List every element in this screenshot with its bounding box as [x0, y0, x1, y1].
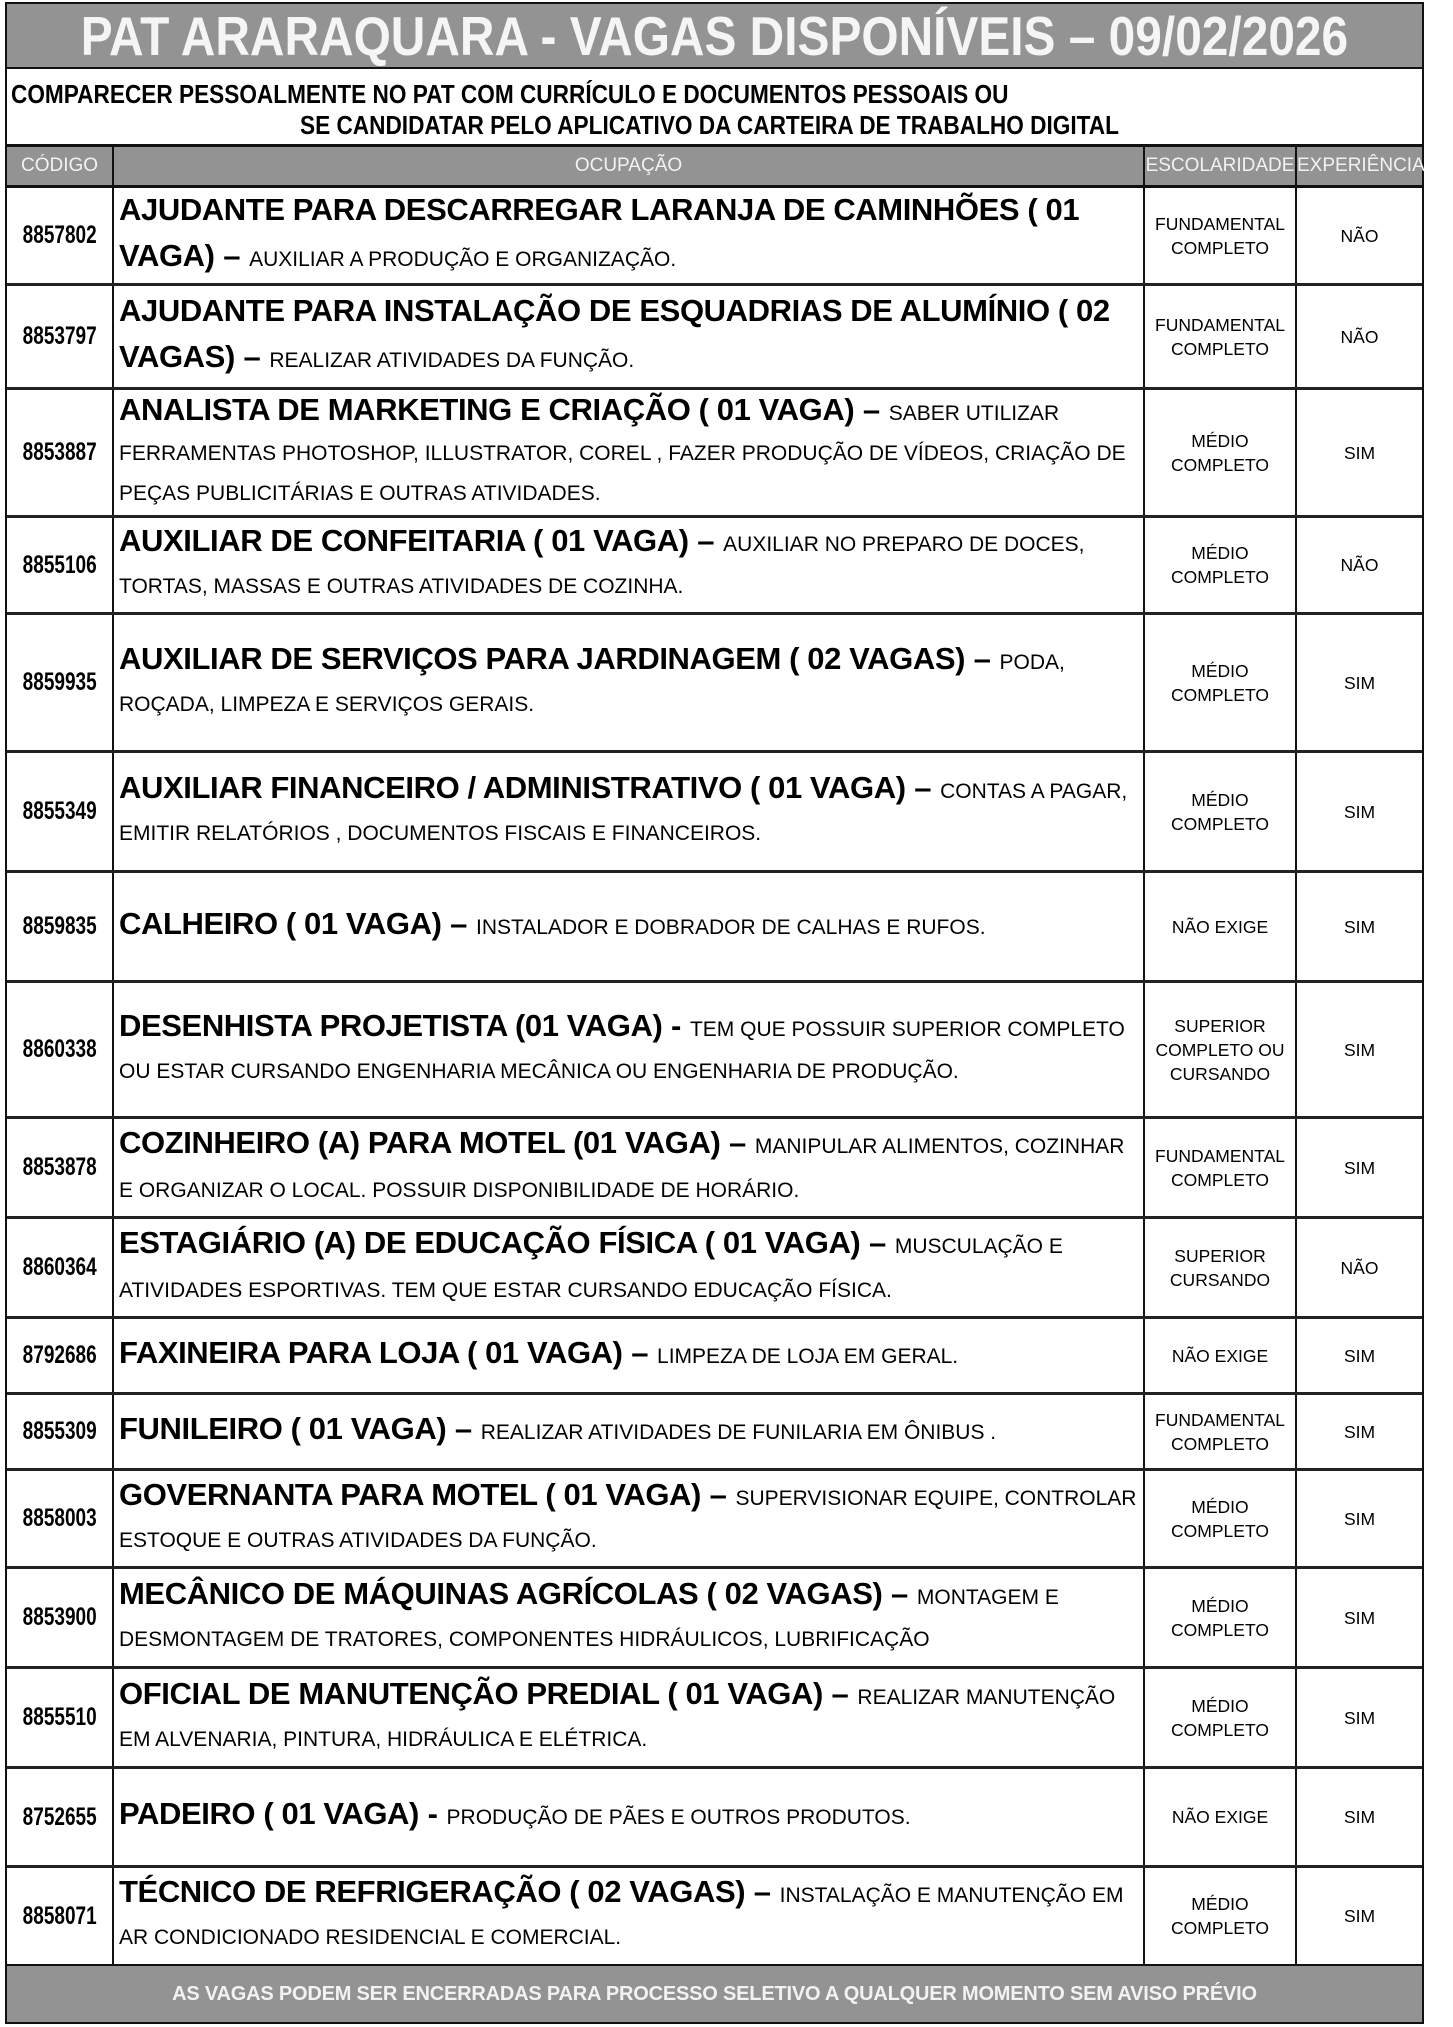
education-cell [1145, 1219, 1297, 1316]
instructions-bar [7, 69, 1422, 147]
column-header-experience: EXPERIÊNCIA [1297, 155, 1425, 176]
experience-cell [1297, 753, 1422, 870]
job-code: 8752655 [22, 1802, 97, 1831]
education-requirement: MÉDIO COMPLETO [1171, 1595, 1269, 1640]
job-code-cell [7, 1395, 114, 1468]
experience-cell [1297, 390, 1422, 515]
job-code: 8853878 [22, 1153, 97, 1181]
occupation-cell [114, 1395, 1145, 1468]
job-code: 8860364 [22, 1253, 97, 1281]
occupation-cell [114, 1769, 1145, 1865]
occupation-description: MUSCULAÇÃO E ATIVIDADES ESPORTIVAS. TEM QUE ESTAR CURSANDO EDUCAÇÃO FÍSICA. [119, 1234, 1063, 1302]
occupation-description: LIMPEZA DE LOJA EM GERAL. [657, 1344, 959, 1368]
job-code: 8859835 [22, 912, 97, 940]
experience-cell [1297, 1569, 1422, 1666]
education-requirement: FUNDAMENTAL COMPLETO [1155, 1145, 1285, 1190]
education-cell [1145, 1569, 1297, 1666]
occupation-separator: – [441, 905, 476, 941]
experience-requirement: SIM [1343, 1607, 1376, 1628]
table-row [7, 390, 1422, 518]
table-row [7, 1219, 1422, 1319]
job-code-cell [7, 1319, 114, 1392]
experience-requirement: NÃO [1340, 555, 1379, 575]
experience-requirement: NÃO [1340, 225, 1379, 246]
occupation-separator: – [688, 523, 724, 558]
occupation-text [119, 291, 1139, 383]
occupation-title: ANALISTA DE MARKETING E CRIAÇÃO ( 01 VAGA) [119, 391, 855, 427]
job-code-cell [7, 1471, 114, 1566]
occupation-cell [114, 1119, 1145, 1216]
occupation-text [119, 1006, 1139, 1094]
experience-requirement: NÃO [1340, 326, 1379, 347]
occupation-text [119, 1122, 1139, 1214]
experience-requirement: SIM [1343, 916, 1376, 937]
experience-cell [1297, 615, 1422, 750]
education-requirement: MÉDIO COMPLETO [1171, 1695, 1269, 1740]
occupation-separator: – [905, 769, 941, 805]
occupation-cell [114, 1669, 1145, 1766]
table-row [7, 518, 1422, 615]
education-requirement: SUPERIOR COMPLETO OU CURSANDO [1155, 1015, 1285, 1084]
education-cell [1145, 1319, 1297, 1392]
occupation-description: PODA, ROÇADA, LIMPEZA E SERVIÇOS GERAIS. [119, 650, 1065, 716]
occupation-title: MECÂNICO DE MÁQUINAS AGRÍCOLAS ( 02 VAGAS) [119, 1575, 883, 1611]
occupation-text [119, 1475, 1139, 1563]
occupation-description: CONTAS A PAGAR, EMITIR RELATÓRIOS , DOCUMENTOS FISCAIS E FINANCEIROS. [119, 779, 1128, 845]
experience-requirement: SIM [1343, 1906, 1376, 1926]
occupation-separator: – [860, 1224, 895, 1260]
job-code: 8853900 [22, 1603, 97, 1631]
occupation-separator: – [965, 640, 1000, 676]
job-code: 8855349 [22, 797, 97, 825]
table-row [7, 188, 1422, 286]
education-cell [1145, 615, 1297, 750]
occupation-cell [114, 873, 1145, 980]
occupation-title: GOVERNANTA PARA MOTEL ( 01 VAGA) [119, 1476, 701, 1512]
job-code-cell [7, 286, 114, 387]
occupation-title: FUNILEIRO ( 01 VAGA) [119, 1410, 447, 1446]
instructions-line-1: COMPARECER PESSOALMENTE NO PAT COM CURRÍCULO E DOCUMENTOS PESSOAIS OU [11, 79, 1009, 109]
job-code-cell [7, 518, 114, 612]
experience-cell [1297, 1319, 1422, 1392]
experience-requirement: SIM [1343, 1807, 1376, 1827]
job-code-cell [7, 390, 114, 515]
column-header-row [7, 147, 1425, 188]
occupation-title: AUXILIAR DE CONFEITARIA ( 01 VAGA) [119, 523, 689, 558]
occupation-text [119, 1794, 911, 1840]
occupation-description: SABER UTILIZAR FERRAMENTAS PHOTOSHOP, ILLUSTRATOR, COREL , FAZER PRODUÇÃO DE VÍDEOS, CRIAÇÃO DE PEÇAS PUBLICITÁRIAS E OUTRAS ATIVIDADES. [119, 401, 1126, 505]
occupation-text [119, 904, 986, 950]
experience-cell [1297, 518, 1422, 612]
title-bar [7, 4, 1422, 69]
table-row [7, 1471, 1422, 1569]
experience-cell [1297, 1395, 1422, 1468]
experience-cell [1297, 188, 1422, 283]
job-code: 8792686 [22, 1341, 97, 1369]
occupation-description: MONTAGEM E DESMONTAGEM DE TRATORES, COMPONENTES HIDRÁULICOS, LUBRIFICAÇÃO [119, 1585, 1059, 1651]
experience-cell [1297, 1119, 1422, 1216]
education-requirement: MÉDIO COMPLETO [1171, 430, 1269, 475]
occupation-cell [114, 188, 1145, 283]
occupation-title: ESTAGIÁRIO (A) DE EDUCAÇÃO FÍSICA ( 01 VAGA) [119, 1224, 861, 1260]
education-cell [1145, 1471, 1297, 1566]
occupation-separator: – [720, 1124, 755, 1160]
education-cell [1145, 1395, 1297, 1468]
occupation-description: INSTALAÇÃO E MANUTENÇÃO EM AR CONDICIONADO RESIDENCIAL E COMERCIAL. [119, 1884, 1124, 1949]
experience-requirement: NÃO [1340, 1257, 1379, 1278]
occupation-description: REALIZAR ATIVIDADES DA FUNÇÃO. [269, 348, 635, 372]
education-cell [1145, 188, 1297, 283]
education-requirement: FUNDAMENTAL COMPLETO [1155, 314, 1285, 359]
occupation-cell [114, 1569, 1145, 1666]
page-title: PAT ARARAQUARA - VAGAS DISPONÍVEIS – 09/02/2026 [80, 4, 1349, 67]
experience-cell [1297, 1769, 1422, 1865]
job-code-cell [7, 1569, 114, 1666]
occupation-title: AUXILIAR FINANCEIRO / ADMINISTRATIVO ( 01 VAGA) [119, 769, 906, 805]
occupation-cell [114, 983, 1145, 1116]
table-row [7, 873, 1422, 983]
experience-requirement: SIM [1343, 1157, 1376, 1178]
table-row [7, 1769, 1422, 1868]
occupation-separator: – [214, 237, 250, 273]
job-code-cell [7, 983, 114, 1116]
experience-requirement: SIM [1343, 1039, 1376, 1060]
job-code-cell [7, 1769, 114, 1865]
occupation-text [119, 391, 1139, 515]
column-header-occupation: OCUPAÇÃO [114, 147, 1145, 185]
occupation-description: AUXILIAR NO PREPARO DE DOCES, TORTAS, MASSAS E OUTRAS ATIVIDADES DE COZINHA. [119, 533, 1085, 598]
job-code: 8853887 [22, 438, 97, 466]
occupation-cell [114, 753, 1145, 870]
occupation-title: AJUDANTE PARA DESCARREGAR LARANJA DE CAMINHÕES ( 01 VAGA) [119, 191, 1080, 273]
experience-requirement: SIM [1343, 672, 1376, 693]
occupation-cell [114, 1219, 1145, 1316]
education-cell [1145, 1119, 1297, 1216]
job-code: 8855510 [22, 1703, 97, 1731]
job-code: 8860338 [22, 1035, 97, 1063]
job-code: 8855106 [22, 550, 97, 579]
occupation-separator: - [662, 1007, 690, 1043]
occupation-description: REALIZAR ATIVIDADES DE FUNILARIA EM ÔNIBUS . [480, 1420, 997, 1444]
education-requirement: MÉDIO COMPLETO [1171, 1894, 1269, 1938]
column-header-education: ESCOLARIDADE [1145, 147, 1297, 185]
table-row [7, 1868, 1422, 1966]
education-cell [1145, 390, 1297, 515]
education-requirement: MÉDIO COMPLETO [1171, 660, 1269, 705]
table-row [7, 1395, 1422, 1471]
job-code: 8857802 [22, 221, 97, 249]
job-code-cell [7, 1119, 114, 1216]
occupation-separator: – [822, 1675, 858, 1711]
footer-bar [7, 1966, 1422, 2022]
occupation-separator: – [700, 1476, 736, 1512]
experience-requirement: SIM [1343, 801, 1376, 822]
job-code: 8853797 [22, 322, 97, 350]
experience-cell [1297, 873, 1422, 980]
job-code-cell [7, 873, 114, 980]
occupation-cell [114, 1471, 1145, 1566]
occupation-text [119, 639, 1139, 727]
education-requirement: NÃO EXIGE [1171, 1807, 1269, 1827]
experience-cell [1297, 983, 1422, 1116]
occupation-separator: - [418, 1796, 447, 1831]
occupation-text [119, 768, 1139, 856]
occupation-title: CALHEIRO ( 01 VAGA) [119, 905, 442, 941]
occupation-title: AJUDANTE PARA INSTALAÇÃO DE ESQUADRIAS DE ALUMÍNIO ( 02 VAGAS) [119, 292, 1110, 374]
occupation-separator: – [234, 338, 270, 374]
table-row [7, 1669, 1422, 1769]
occupation-title: FAXINEIRA PARA LOJA ( 01 VAGA) [119, 1334, 623, 1370]
education-requirement: FUNDAMENTAL COMPLETO [1155, 1409, 1285, 1454]
occupation-title: PADEIRO ( 01 VAGA) [119, 1796, 419, 1831]
job-code-cell [7, 1669, 114, 1766]
job-code-cell [7, 1868, 114, 1964]
occupation-text [119, 1333, 958, 1379]
experience-requirement: SIM [1343, 1345, 1376, 1366]
occupation-title: AUXILIAR DE SERVIÇOS PARA JARDINAGEM ( 02 VAGAS) [119, 640, 966, 676]
occupation-description: AUXILIAR A PRODUÇÃO E ORGANIZAÇÃO. [249, 247, 677, 271]
education-requirement: SUPERIOR CURSANDO [1169, 1245, 1271, 1290]
experience-requirement: SIM [1343, 1421, 1376, 1442]
experience-requirement: SIM [1343, 442, 1376, 463]
table-row [7, 983, 1422, 1119]
job-table-body [7, 188, 1422, 1966]
column-header-code: CÓDIGO [7, 147, 114, 185]
occupation-title: OFICIAL DE MANUTENÇÃO PREDIAL ( 01 VAGA) [119, 1675, 823, 1711]
job-code: 8859935 [22, 668, 97, 696]
occupation-separator: – [446, 1410, 481, 1446]
table-row [7, 753, 1422, 873]
occupation-title: COZINHEIRO (A) PARA MOTEL (01 VAGA) [119, 1124, 721, 1160]
education-cell [1145, 286, 1297, 387]
job-code: 8858071 [22, 1901, 97, 1930]
table-row [7, 1319, 1422, 1395]
occupation-separator: – [854, 391, 889, 427]
table-row [7, 615, 1422, 753]
job-code: 8855309 [22, 1417, 97, 1445]
occupation-cell [114, 286, 1145, 387]
experience-cell [1297, 286, 1422, 387]
occupation-text [119, 1222, 1139, 1314]
occupation-separator: – [622, 1334, 658, 1370]
occupation-text [119, 1872, 1139, 1960]
job-listing-sheet [5, 2, 1424, 2024]
job-code-cell [7, 1219, 114, 1316]
education-cell [1145, 873, 1297, 980]
occupation-cell [114, 1868, 1145, 1964]
table-row [7, 286, 1422, 390]
job-code-cell [7, 188, 114, 283]
occupation-cell [114, 390, 1145, 515]
occupation-title: DESENHISTA PROJETISTA (01 VAGA) [119, 1007, 663, 1043]
education-cell [1145, 1669, 1297, 1766]
education-requirement: MÉDIO COMPLETO [1171, 789, 1269, 834]
experience-cell [1297, 1868, 1422, 1964]
education-requirement: MÉDIO COMPLETO [1171, 543, 1269, 587]
occupation-description: REALIZAR MANUTENÇÃO EM ALVENARIA, PINTURA, HIDRÁULICA E ELÉTRICA. [119, 1685, 1116, 1751]
education-cell [1145, 983, 1297, 1116]
experience-cell [1297, 1219, 1422, 1316]
education-requirement: MÉDIO COMPLETO [1171, 1496, 1269, 1541]
occupation-text [119, 190, 1139, 282]
education-requirement: FUNDAMENTAL COMPLETO [1155, 213, 1285, 258]
occupation-separator: – [745, 1874, 780, 1909]
occupation-text [119, 1674, 1139, 1762]
table-row [7, 1119, 1422, 1219]
education-requirement: NÃO EXIGE [1171, 1345, 1269, 1366]
instructions-line-2: SE CANDIDATAR PELO APLICATIVO DA CARTEIRA DE TRABALHO DIGITAL [300, 110, 1119, 140]
occupation-description: PRODUÇÃO DE PÃES E OUTROS PRODUTOS. [446, 1806, 911, 1829]
education-cell [1145, 1769, 1297, 1865]
education-cell [1145, 518, 1297, 612]
job-code: 8858003 [22, 1504, 97, 1532]
occupation-separator: – [882, 1575, 917, 1611]
education-cell [1145, 753, 1297, 870]
footer-notice: AS VAGAS PODEM SER ENCERRADAS PARA PROCESSO SELETIVO A QUALQUER MOMENTO SEM AVISO PRÉVIO [172, 1982, 1257, 2005]
occupation-description: TEM QUE POSSUIR SUPERIOR COMPLETO OU ESTAR CURSANDO ENGENHARIA MECÂNICA OU ENGENHARIA DE PRODUÇÃO. [119, 1017, 1125, 1083]
occupation-cell [114, 518, 1145, 612]
occupation-text [119, 1574, 1139, 1662]
occupation-text [119, 1409, 996, 1455]
education-requirement: NÃO EXIGE [1171, 916, 1269, 937]
occupation-description: MANIPULAR ALIMENTOS, COZINHAR E ORGANIZAR O LOCAL. POSSUIR DISPONIBILIDADE DE HORÁRIO. [119, 1134, 1125, 1202]
experience-cell [1297, 1669, 1422, 1766]
experience-requirement: SIM [1343, 1508, 1376, 1529]
occupation-text [119, 521, 1139, 609]
occupation-description: INSTALADOR E DOBRADOR DE CALHAS E RUFOS. [476, 915, 986, 939]
experience-cell [1297, 1471, 1422, 1566]
occupation-description: SUPERVISIONAR EQUIPE, CONTROLAR ESTOQUE E OUTRAS ATIVIDADES DA FUNÇÃO. [119, 1486, 1137, 1552]
job-code-cell [7, 753, 114, 870]
job-code-cell [7, 615, 114, 750]
occupation-cell [114, 1319, 1145, 1392]
table-row [7, 1569, 1422, 1669]
education-cell [1145, 1868, 1297, 1964]
occupation-cell [114, 615, 1145, 750]
occupation-title: TÉCNICO DE REFRIGERAÇÃO ( 02 VAGAS) [119, 1874, 746, 1909]
experience-requirement: SIM [1343, 1707, 1376, 1728]
